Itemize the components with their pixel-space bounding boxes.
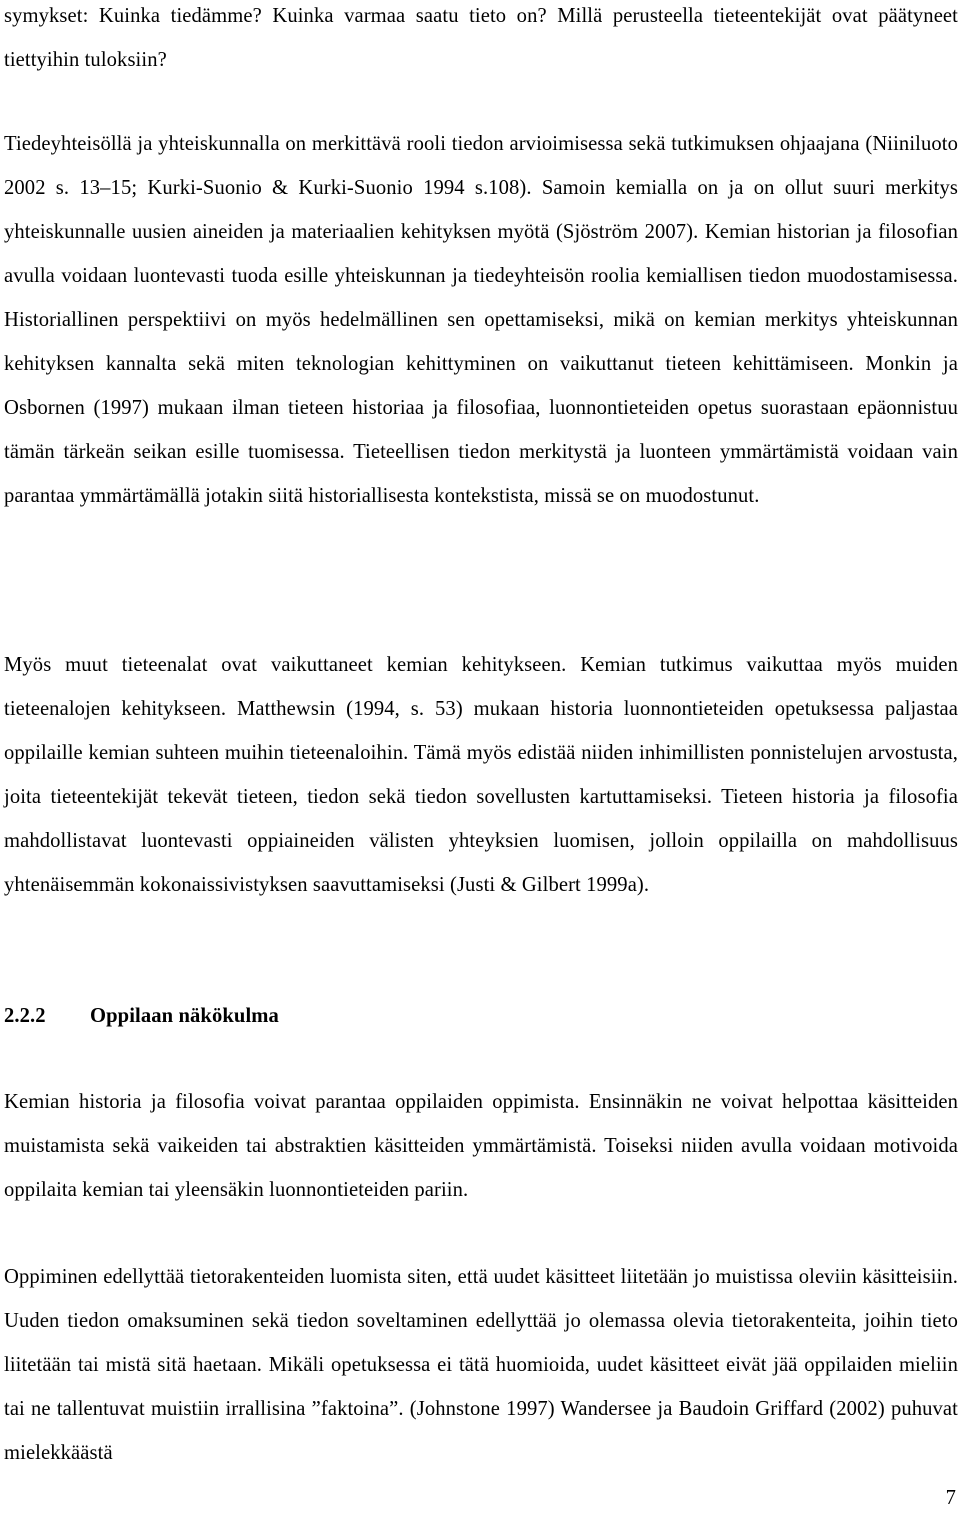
section-heading [4, 994, 279, 1038]
section-number: 2.2.2 [4, 1005, 46, 1027]
paragraph-4: Kemian historia ja filosofia voivat parantaa oppilaiden oppimista. Ensinnäkin ne voivat helpottaa käsitteiden muistamista sekä vaikeiden tai abstraktien käsitteiden ymmärtämistä. Toiseksi niiden avulla voidaan motivoida oppilaita kemian tai yleensäkin luonnontieteiden pariin. [4, 1091, 958, 1201]
page-number: 7 [945, 1487, 956, 1509]
paragraph-2: Tiedeyhteisöllä ja yhteiskunnalla on merkittävä rooli tiedon arvioimisessa sekä tutkimuksen ohjaajana (Niiniluoto 2002 s. 13–15; Kurki-Suonio & Kurki-Suonio 1994 s.108). Samoin kemialla on ja on ollut suuri merkitys yhteiskunnalle uusien aineiden ja materiaalien kehityksen myötä (Sjöström 2007). Kemian historian ja filosofian avulla voidaan luontevasti tuoda esille yhteiskunnan ja tiedeyhteisön roolia kemiallisen tiedon muodostamisessa. Historiallinen perspektiivi on myös hedelmällinen sen opettamiseksi, mikä on kemian merkitys yhteiskunnan kehityksen kannalta sekä miten teknologian kehittyminen on vaikuttanut tieteen kehittämiseen. Monkin ja Osbornen (1997) mukaan ilman tieteen historiaa ja filosofiaa, luonnontieteiden opetus suorastaan epäonnistuu tämän tärkeän seikan esille tuomisessa. Tieteellisen tiedon merkitystä ja luonteen ymmärtämistä voidaan vain parantaa ymmärtämällä jotakin siitä historiallisesta kontekstista, missä se on muodostunut. [4, 133, 958, 507]
section-title: Oppilaan näkökulma [90, 1005, 279, 1027]
paragraph-3: Myös muut tieteenalat ovat vaikuttaneet kemian kehitykseen. Kemian tutkimus vaikuttaa myös muiden tieteenalojen kehitykseen. Matthewsin (1994, s. 53) mukaan historia luonnontieteiden opetuksessa paljastaa oppilaille kemian suhteen muihin tieteenaloihin. Tämä myös edistää niiden inhimillisten ponnistelujen arvostusta, joita tieteentekijät tekevät tieteen, tiedon sekä tiedon sovellusten kartuttamiseksi. Tieteen historia ja filosofia mahdollistavat luontevasti oppiaineiden välisten yhteyksien luomisen, jolloin oppilailla on mahdollisuus yhtenäisemmän kokonaissivistyksen saavuttamiseksi (Justi & Gilbert 1999a). [4, 654, 958, 896]
paragraph-1: symykset: Kuinka tiedämme? Kuinka varmaa saatu tieto on? Millä perusteella tieteentekijät ovat päätyneet tiettyihin tuloksiin? [4, 5, 958, 71]
paragraph-5: Oppiminen edellyttää tietorakenteiden luomista siten, että uudet käsitteet liitetään jo muistissa oleviin käsitteisiin. Uuden tiedon omaksuminen sekä tiedon soveltaminen edellyttää jo olemassa olevia tietorakenteita, joihin tieto liitetään tai mistä sitä haetaan. Mikäli opetuksessa ei tätä huomioida, uudet käsitteet eivät jää oppilaiden mieliin tai ne tallentuvat muistiin irrallisina ”faktoina”. (Johnstone 1997) Wandersee ja Baudoin Griffard (2002) puhuvat mielekkäästä [4, 1266, 958, 1464]
